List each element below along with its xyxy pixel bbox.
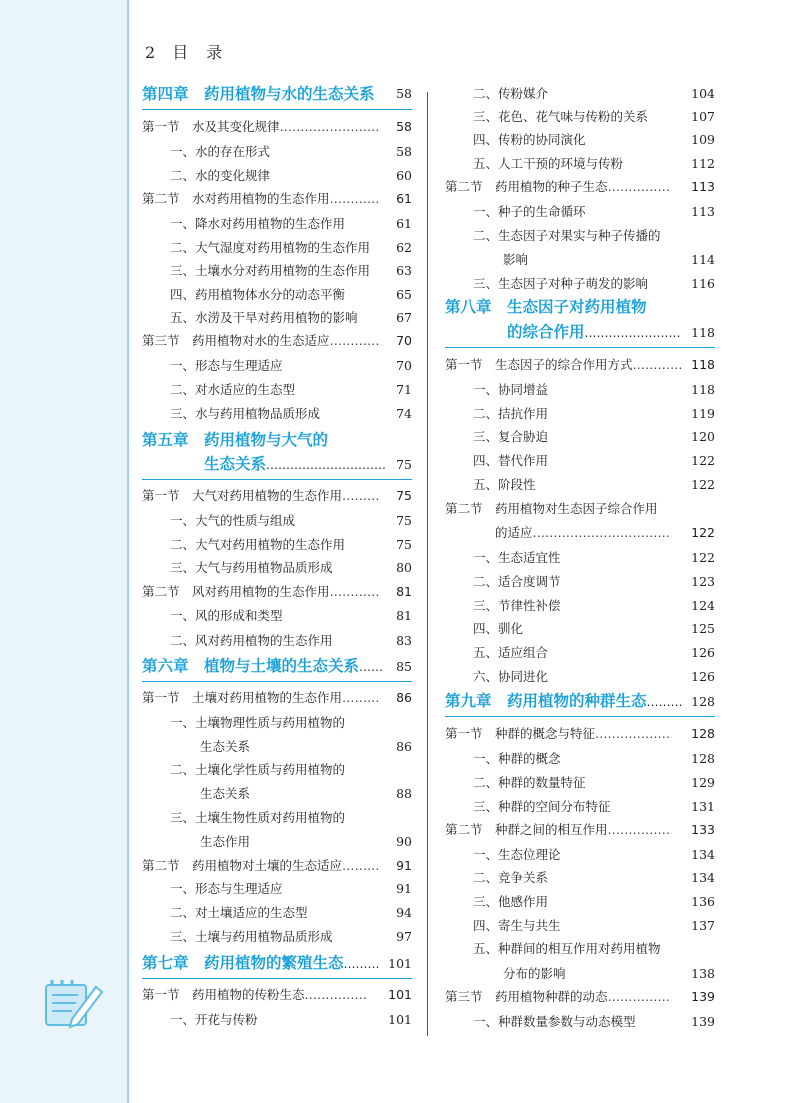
toc-page-number: 88 <box>396 786 412 801</box>
toc-entry-title: 第二节 种群之间的相互作用 <box>445 822 608 837</box>
toc-page-number: 101 <box>388 956 412 971</box>
toc-subsection <box>445 550 715 565</box>
toc-entry-title: 第二节 药用植物的种子生态 <box>445 179 608 194</box>
toc-subsection <box>142 310 412 325</box>
toc-entry-title: 一、生态适宜性 <box>473 550 561 565</box>
toc-subsection <box>445 918 715 933</box>
toc-subsection <box>142 406 412 421</box>
toc-subsection-cont <box>142 739 412 754</box>
toc-page-number: 109 <box>691 132 715 147</box>
toc-page-number: 90 <box>396 834 412 849</box>
toc-page-number: 104 <box>691 86 715 101</box>
dot-leader: ……… <box>646 695 683 709</box>
dot-leader: …………… <box>607 989 671 1004</box>
toc-page-number: 74 <box>396 406 412 421</box>
toc-subsection <box>142 168 412 183</box>
toc-page-number: 122 <box>691 550 715 565</box>
toc-page-number: 101 <box>388 1012 412 1027</box>
toc-entry-title: 五、水涝及干旱对药用植物的影响 <box>170 310 358 325</box>
chapter-underline <box>142 681 412 682</box>
toc-entry-title: 一、形态与生理适应 <box>170 881 283 896</box>
chapter-underline <box>142 109 412 110</box>
toc-subsection <box>142 263 412 278</box>
toc-page-number: 128 <box>691 694 715 709</box>
toc-entry-title: 影响 <box>503 252 529 267</box>
toc-entry-title: 第五章 药用植物与大气的 <box>142 431 329 449</box>
toc-entry-title: 二、对水适应的生态型 <box>170 382 296 397</box>
toc-entry-title: 一、生态位理论 <box>473 847 561 862</box>
toc-section <box>142 584 412 599</box>
toc-subsection <box>142 537 412 552</box>
toc-entry-title: 五、阶段性 <box>473 477 536 492</box>
toc-page-number: 120 <box>691 429 715 444</box>
toc-subsection <box>445 894 715 909</box>
toc-subsection <box>142 762 412 777</box>
toc-subsection <box>142 715 412 730</box>
toc-entry-title: 的综合作用 <box>507 323 585 341</box>
dot-leader: ……… <box>343 957 380 971</box>
chapter-underline <box>445 347 715 348</box>
toc-section <box>445 822 715 837</box>
toc-page-number: 58 <box>396 144 412 159</box>
toc-subsection <box>445 669 715 684</box>
toc-page-number: 118 <box>691 382 715 397</box>
toc-page-number: 81 <box>396 608 412 623</box>
toc-page-number: 126 <box>691 669 715 684</box>
toc-entry-title: 四、替代作用 <box>473 453 549 468</box>
toc-page-number: 61 <box>396 191 412 206</box>
toc-entry-title: 五、种群间的相互作用对药用植物 <box>473 941 661 956</box>
toc-subsection <box>142 358 412 373</box>
toc-entry-title: 第八章 生态因子对药用植物 <box>445 298 647 316</box>
chapter-underline <box>142 978 412 979</box>
dot-leader: ……… <box>342 488 380 503</box>
toc-entry-title: 生态关系 <box>204 455 267 473</box>
toc-page-number: 119 <box>691 406 715 421</box>
dot-leader: …………………………… <box>532 525 671 540</box>
toc-subsection <box>142 608 412 623</box>
toc-page-number: 60 <box>396 168 412 183</box>
toc-page-number: 62 <box>396 240 412 255</box>
toc-subsection <box>142 287 412 302</box>
toc-subsection <box>142 382 412 397</box>
toc-entry-title: 第二节 水对药用植物的生态作用 <box>142 191 330 206</box>
toc-page-number: 75 <box>396 457 412 472</box>
toc-page-number: 129 <box>691 775 715 790</box>
toc-subsection <box>142 144 412 159</box>
toc-subsection <box>445 621 715 636</box>
dot-leader: …………… <box>304 987 368 1002</box>
toc-page-number: 97 <box>396 929 412 944</box>
column-divider <box>427 92 428 1036</box>
toc-entry-title: 六、协同进化 <box>473 669 549 684</box>
toc-chapter <box>142 952 412 975</box>
toc-entry-title: 第九章 药用植物的种群生态 <box>445 692 647 710</box>
toc-page-number: 123 <box>691 574 715 589</box>
toc-entry-title: 一、协同增益 <box>473 382 549 397</box>
toc-page-number: 139 <box>691 989 715 1004</box>
dot-leader: ……… <box>342 690 380 705</box>
toc-entry-title: 第七章 药用植物的繁殖生态 <box>142 954 344 972</box>
toc-subsection <box>445 86 715 101</box>
toc-page-number: 122 <box>691 453 715 468</box>
toc-section <box>445 989 715 1004</box>
toc-subsection <box>142 240 412 255</box>
toc-page-number: 67 <box>396 310 412 325</box>
toc-section <box>142 987 412 1002</box>
toc-entry-title: 二、竞争关系 <box>473 870 549 885</box>
dot-leader: ………… <box>329 191 380 206</box>
toc-entry-title: 一、开花与传粉 <box>170 1012 258 1027</box>
toc-subsection-cont <box>142 786 412 801</box>
toc-page-number: 86 <box>396 739 412 754</box>
toc-chapter <box>445 321 715 344</box>
toc-entry-title: 四、药用植物体水分的动态平衡 <box>170 287 346 302</box>
toc-entry-title: 二、水的变化规律 <box>170 168 271 183</box>
toc-page-number: 131 <box>691 799 715 814</box>
toc-subsection-cont <box>142 834 412 849</box>
page-title: 目 录 <box>172 43 224 62</box>
toc-subsection <box>445 276 715 291</box>
toc-subsection <box>142 216 412 231</box>
toc-entry-title: 第一节 大气对药用植物的生态作用 <box>142 488 343 503</box>
toc-section <box>445 357 715 372</box>
dot-leader: ……………… <box>595 726 671 741</box>
toc-entry-title: 三、生态因子对种子萌发的影响 <box>473 276 649 291</box>
toc-subsection <box>445 156 715 171</box>
toc-page-number: 133 <box>691 822 715 837</box>
toc-subsection <box>445 870 715 885</box>
left-margin-band <box>0 0 127 1103</box>
toc-chapter <box>445 296 715 318</box>
toc-entry-title: 二、对土壤适应的生态型 <box>170 905 308 920</box>
toc-page-number: 122 <box>691 477 715 492</box>
toc-page-number: 134 <box>691 870 715 885</box>
dot-leader: …………………… <box>279 119 380 134</box>
toc-entry-title: 二、大气湿度对药用植物的生态作用 <box>170 240 371 255</box>
toc-page-number: 136 <box>691 894 715 909</box>
toc-page-number: 128 <box>691 751 715 766</box>
toc-entry-title: 四、寄生与共生 <box>473 918 561 933</box>
page-header <box>145 40 233 63</box>
toc-subsection <box>445 382 715 397</box>
toc-page-number: 125 <box>691 621 715 636</box>
toc-entry-title: 一、风的形成和类型 <box>170 608 283 623</box>
toc-page-number: 75 <box>396 537 412 552</box>
toc-entry-title: 生态关系 <box>200 739 251 754</box>
toc-page-number: 85 <box>396 659 412 674</box>
toc-entry-title: 五、适应组合 <box>473 645 549 660</box>
toc-page-number: 75 <box>396 488 412 503</box>
toc-page-number: 114 <box>691 252 715 267</box>
toc-entry-title: 二、土壤化学性质与药用植物的 <box>170 762 346 777</box>
toc-entry-title: 第二节 药用植物对土壤的生态适应 <box>142 858 343 873</box>
toc-section <box>445 179 715 194</box>
toc-section <box>142 191 412 206</box>
toc-subsection <box>445 847 715 862</box>
margin-rule <box>127 0 129 1103</box>
toc-entry-title: 第一节 水及其变化规律 <box>142 119 280 134</box>
dot-leader: …………………… <box>584 326 681 340</box>
toc-entry-title: 第一节 土壤对药用植物的生态作用 <box>142 690 343 705</box>
dot-leader: ………… <box>329 584 380 599</box>
dot-leader: …………… <box>607 179 671 194</box>
toc-entry-title: 第二节 风对药用植物的生态作用 <box>142 584 330 599</box>
toc-entry-title: 三、土壤生物性质对药用植物的 <box>170 810 346 825</box>
dot-leader: ………… <box>632 357 683 372</box>
toc-entry-title: 三、土壤与药用植物品质形成 <box>170 929 333 944</box>
toc-entry-title: 二、传粉媒介 <box>473 86 549 101</box>
toc-subsection <box>142 633 412 648</box>
toc-subsection <box>445 228 715 243</box>
toc-entry-title: 三、水与药用植物品质形成 <box>170 406 321 421</box>
toc-entry-title: 一、水的存在形式 <box>170 144 271 159</box>
toc-section <box>445 525 715 540</box>
toc-page-number: 122 <box>691 525 715 540</box>
toc-section <box>142 488 412 503</box>
toc-entry-title: 生态作用 <box>200 834 251 849</box>
toc-entry-title: 一、种子的生命循环 <box>473 204 586 219</box>
toc-page-number: 124 <box>691 598 715 613</box>
toc-entry-title: 五、人工干预的环境与传粉 <box>473 156 624 171</box>
toc-entry-title: 分布的影响 <box>503 966 566 981</box>
toc-subsection <box>445 429 715 444</box>
toc-entry-title: 第二节 药用植物对生态因子综合作用 <box>445 501 658 516</box>
toc-subsection <box>142 881 412 896</box>
toc-subsection <box>445 204 715 219</box>
toc-page-number: 75 <box>396 513 412 528</box>
toc-entry-title: 二、拮抗作用 <box>473 406 549 421</box>
toc-subsection <box>445 775 715 790</box>
toc-subsection <box>142 560 412 575</box>
toc-subsection <box>445 477 715 492</box>
toc-subsection <box>142 929 412 944</box>
toc-entry-title: 二、生态因子对果实与种子传播的 <box>473 228 661 243</box>
toc-entry-title: 生态关系 <box>200 786 251 801</box>
toc-entry-title: 第六章 植物与土壤的生态关系 <box>142 657 360 675</box>
toc-page-number: 81 <box>396 584 412 599</box>
toc-subsection <box>445 799 715 814</box>
dot-leader: …………… <box>607 822 671 837</box>
toc-entry-title: 三、花色、花气味与传粉的关系 <box>473 109 649 124</box>
toc-page-number: 86 <box>396 690 412 705</box>
toc-subsection <box>445 453 715 468</box>
toc-subsection <box>445 109 715 124</box>
toc-page-number: 113 <box>691 179 715 194</box>
toc-entry-title: 四、驯化 <box>473 621 524 636</box>
toc-entry-title: 二、大气对药用植物的生态作用 <box>170 537 346 552</box>
toc-entry-title: 一、种群的概念 <box>473 751 561 766</box>
toc-page-number: 137 <box>691 918 715 933</box>
toc-chapter <box>142 453 412 476</box>
toc-page-number: 118 <box>691 357 715 372</box>
toc-section <box>445 501 715 516</box>
toc-entry-title: 三、复合胁迫 <box>473 429 549 444</box>
toc-section <box>142 858 412 873</box>
toc-entry-title: 一、大气的性质与组成 <box>170 513 296 528</box>
toc-entry-title: 第一节 种群的概念与特征 <box>445 726 596 741</box>
toc-subsection <box>445 941 715 956</box>
toc-subsection <box>445 132 715 147</box>
toc-page-number: 71 <box>396 382 412 397</box>
toc-page-number: 112 <box>691 156 715 171</box>
toc-entry-title: 一、降水对药用植物的生态作用 <box>170 216 346 231</box>
toc-subsection <box>445 645 715 660</box>
toc-page-number: 65 <box>396 287 412 302</box>
toc-subsection-cont <box>445 252 715 267</box>
toc-entry-title: 第一节 生态因子的综合作用方式 <box>445 357 633 372</box>
toc-chapter <box>142 429 412 451</box>
toc-entry-title: 三、节律性补偿 <box>473 598 561 613</box>
toc-entry-title: 第四章 药用植物与水的生态关系 <box>142 85 375 103</box>
toc-page-number: 70 <box>396 358 412 373</box>
toc-page-number: 70 <box>396 333 412 348</box>
toc-section <box>142 119 412 134</box>
toc-entry-title: 一、形态与生理适应 <box>170 358 283 373</box>
dot-leader: ………… <box>329 333 380 348</box>
toc-section <box>142 690 412 705</box>
toc-page-number: 83 <box>396 633 412 648</box>
toc-entry-title: 三、大气与药用植物品质形成 <box>170 560 333 575</box>
toc-page-number: 91 <box>396 881 412 896</box>
dot-leader: ………………………… <box>266 458 387 472</box>
toc-chapter <box>445 690 715 713</box>
toc-entry-title: 二、风对药用植物的生态作用 <box>170 633 333 648</box>
pencil-notepad-icon <box>42 975 104 1031</box>
toc-page-number: 118 <box>691 325 715 340</box>
toc-entry-title: 第三节 药用植物对水的生态适应 <box>142 333 330 348</box>
toc-page-number: 94 <box>396 905 412 920</box>
toc-subsection <box>445 598 715 613</box>
toc-section <box>142 333 412 348</box>
toc-page-number: 116 <box>691 276 715 291</box>
dot-leader: …… <box>359 660 384 674</box>
toc-entry-title: 第三节 药用植物种群的动态 <box>445 989 608 1004</box>
toc-page-number: 91 <box>396 858 412 873</box>
toc-page-number: 63 <box>396 263 412 278</box>
toc-page-number: 139 <box>691 1014 715 1029</box>
toc-page-number: 107 <box>691 109 715 124</box>
toc-entry-title: 三、他感作用 <box>473 894 549 909</box>
toc-subsection <box>445 406 715 421</box>
toc-page-number: 113 <box>691 204 715 219</box>
toc-subsection <box>142 1012 412 1027</box>
toc-subsection <box>445 574 715 589</box>
toc-page-number: 61 <box>396 216 412 231</box>
toc-entry-title: 二、种群的数量特征 <box>473 775 586 790</box>
toc-entry-title: 三、种群的空间分布特征 <box>473 799 611 814</box>
toc-subsection <box>142 513 412 528</box>
toc-entry-title: 一、种群数量参数与动态模型 <box>473 1014 636 1029</box>
toc-entry-title: 四、传粉的协同演化 <box>473 132 586 147</box>
dot-leader: ……… <box>342 858 380 873</box>
toc-entry-title: 二、适合度调节 <box>473 574 561 589</box>
toc-section <box>445 726 715 741</box>
chapter-underline <box>445 716 715 717</box>
toc-page-number: 58 <box>396 119 412 134</box>
toc-page-number: 126 <box>691 645 715 660</box>
toc-subsection <box>445 751 715 766</box>
toc-entry-title: 的适应 <box>495 525 533 540</box>
toc-entry-title: 三、土壤水分对药用植物的生态作用 <box>170 263 371 278</box>
toc-chapter <box>142 655 412 678</box>
toc-chapter <box>142 83 412 105</box>
page-number: 2 <box>145 43 157 62</box>
toc-page-number: 128 <box>691 726 715 741</box>
chapter-underline <box>142 479 412 480</box>
toc-entry-title: 一、土壤物理性质与药用植物的 <box>170 715 346 730</box>
toc-subsection-cont <box>445 966 715 981</box>
toc-page-number: 80 <box>396 560 412 575</box>
toc-subsection <box>142 810 412 825</box>
toc-page-number: 58 <box>396 86 412 101</box>
toc-page-number: 138 <box>691 966 715 981</box>
toc-subsection <box>445 1014 715 1029</box>
toc-entry-title: 第一节 药用植物的传粉生态 <box>142 987 305 1002</box>
toc-subsection <box>142 905 412 920</box>
toc-page-number: 134 <box>691 847 715 862</box>
toc-page-number: 101 <box>388 987 412 1002</box>
